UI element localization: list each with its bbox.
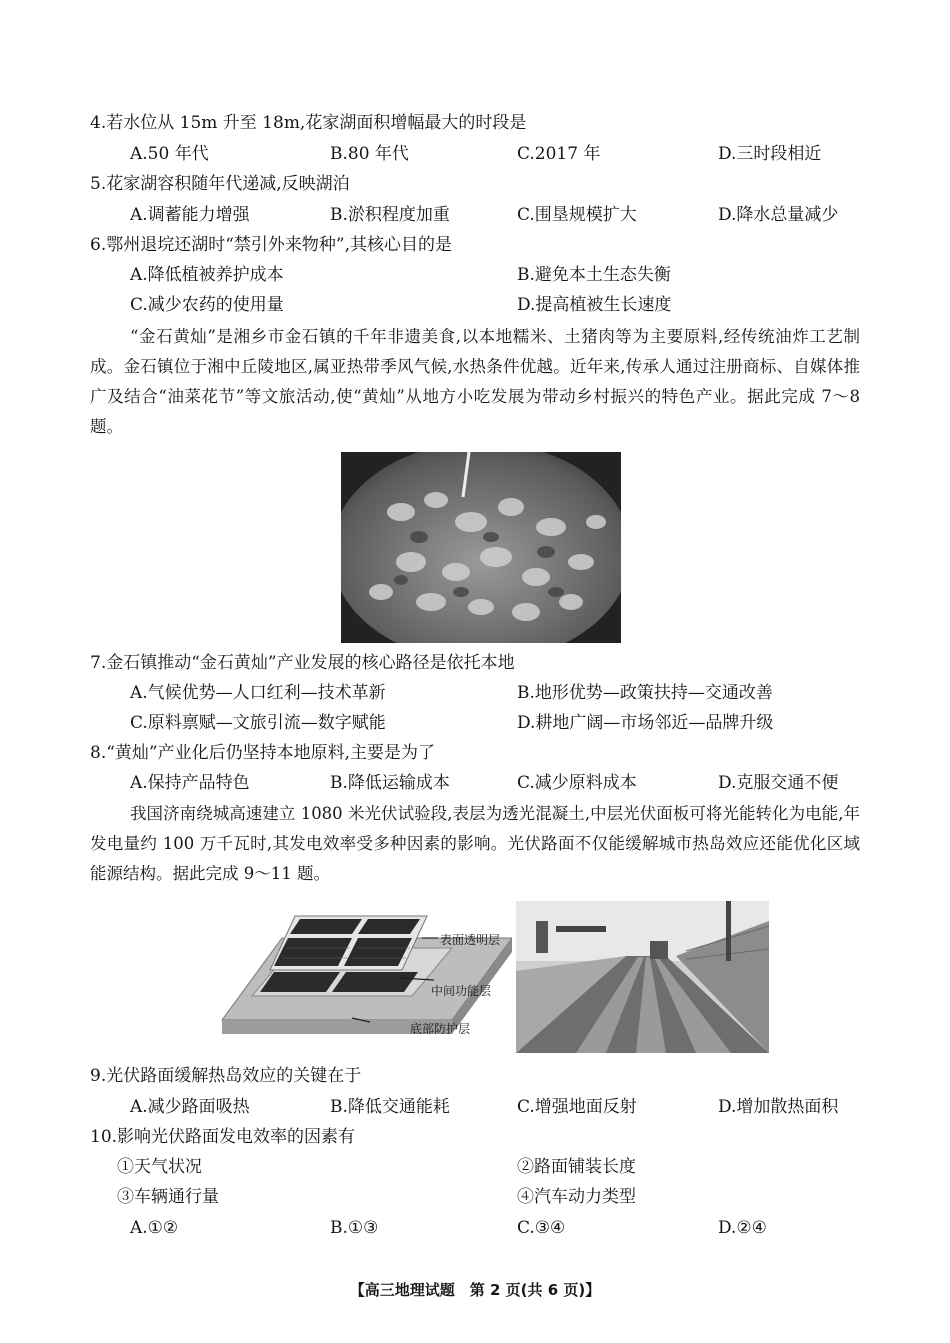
passage-pv-road: 我国济南绕城高速建立 1080 米光伏试验段,表层为透光混凝土,中层光伏面板可将光能转化为电能,年发电量约 100 万千瓦时,其发电效率受多种因素的影响。光伏路面不仅能缓解城市热岛效应还能优化区域能源结构。据此完成 9～11 题。 bbox=[90, 804, 860, 883]
label-top-layer: 表面透明层 bbox=[440, 933, 501, 947]
q10-item-3: ③车辆通行量 bbox=[117, 1187, 219, 1207]
q8-option-b: B.降低运输成本 bbox=[330, 773, 450, 793]
q7-option-d: D.耕地广阔—市场邻近—品牌升级 bbox=[517, 713, 774, 733]
q9-option-b: B.降低交通能耗 bbox=[330, 1097, 450, 1117]
page-footer: 【高三地理试题 第 2 页(共 6 页)】 bbox=[349, 1281, 601, 1299]
q9-option-d: D.增加散热面积 bbox=[718, 1097, 839, 1117]
q5-option-b: B.淤积程度加重 bbox=[330, 205, 450, 225]
q6-option-d: D.提高植被生长速度 bbox=[517, 295, 672, 315]
q8-option-d: D.克服交通不便 bbox=[718, 773, 839, 793]
q10-option-a: A.①② bbox=[130, 1218, 179, 1238]
q10-stem: 10.影响光伏路面发电效率的因素有 bbox=[90, 1127, 356, 1147]
q9-option-c: C.增强地面反射 bbox=[517, 1097, 637, 1117]
q5-option-a: A.调蓄能力增强 bbox=[130, 205, 250, 225]
q10-item-4: ④汽车动力类型 bbox=[517, 1187, 636, 1207]
q4-option-a: A.50 年代 bbox=[130, 144, 209, 164]
road-image bbox=[516, 901, 769, 1053]
fried-food-photo bbox=[341, 452, 621, 643]
q4-stem: 4.若水位从 15m 升至 18m,花家湖面积增幅最大的时段是 bbox=[90, 113, 527, 133]
pv-road-photo bbox=[516, 901, 769, 1053]
q5-option-d: D.降水总量减少 bbox=[718, 205, 839, 225]
q10-option-b: B.①③ bbox=[330, 1218, 379, 1238]
fried-food-image bbox=[341, 452, 621, 643]
q6-stem: 6.鄂州退垸还湖时“禁引外来物种”,其核心目的是 bbox=[90, 235, 453, 255]
q4-option-c: C.2017 年 bbox=[517, 144, 601, 164]
q10-item-2: ②路面铺装长度 bbox=[517, 1157, 636, 1177]
q4-option-b: B.80 年代 bbox=[330, 144, 409, 164]
q4-option-d: D.三时段相近 bbox=[718, 144, 822, 164]
label-middle-layer: 中间功能层 bbox=[431, 984, 492, 998]
q6-option-b: B.避免本土生态失衡 bbox=[517, 265, 671, 285]
q6-option-a: A.降低植被养护成本 bbox=[130, 265, 284, 285]
q6-option-c: C.减少农药的使用量 bbox=[130, 295, 284, 315]
q8-option-c: C.减少原料成本 bbox=[517, 773, 637, 793]
q7-stem: 7.金石镇推动“金石黄灿”产业发展的核心路径是依托本地 bbox=[90, 653, 515, 673]
label-bottom-layer: 底部防护层 bbox=[410, 1022, 471, 1036]
q7-option-b: B.地形优势—政策扶持—交通改善 bbox=[517, 683, 773, 703]
q5-option-c: C.围垦规模扩大 bbox=[517, 205, 637, 225]
q9-option-a: A.减少路面吸热 bbox=[130, 1097, 250, 1117]
q8-stem: 8.“黄灿”产业化后仍坚持本地原料,主要是为了 bbox=[90, 743, 436, 763]
q10-option-c: C.③④ bbox=[517, 1218, 566, 1238]
q9-stem: 9.光伏路面缓解热岛效应的关键在于 bbox=[90, 1066, 362, 1086]
q10-item-1: ①天气状况 bbox=[117, 1157, 202, 1177]
q7-option-a: A.气候优势—人口红利—技术革新 bbox=[130, 683, 386, 703]
q7-option-c: C.原料禀赋—文旅引流—数字赋能 bbox=[130, 713, 386, 733]
q10-option-d: D.②④ bbox=[718, 1218, 767, 1238]
q8-option-a: A.保持产品特色 bbox=[130, 773, 250, 793]
passage-huangcan: “金石黄灿”是湘乡市金石镇的千年非遗美食,以本地糯米、土猪肉等为主要原料,经传统油炸工艺制成。金石镇位于湘中丘陵地区,属亚热带季风气候,水热条件优越。近年来,传承人通过注册商标、自媒体推广及结合“油菜花节”等文旅活动,使“黄灿”从地方小吃发展为带动乡村振兴的特色产业。据此完成 7～8 题。 bbox=[90, 327, 860, 436]
q5-stem: 5.花家湖容积随年代递减,反映湖泊 bbox=[90, 174, 350, 194]
